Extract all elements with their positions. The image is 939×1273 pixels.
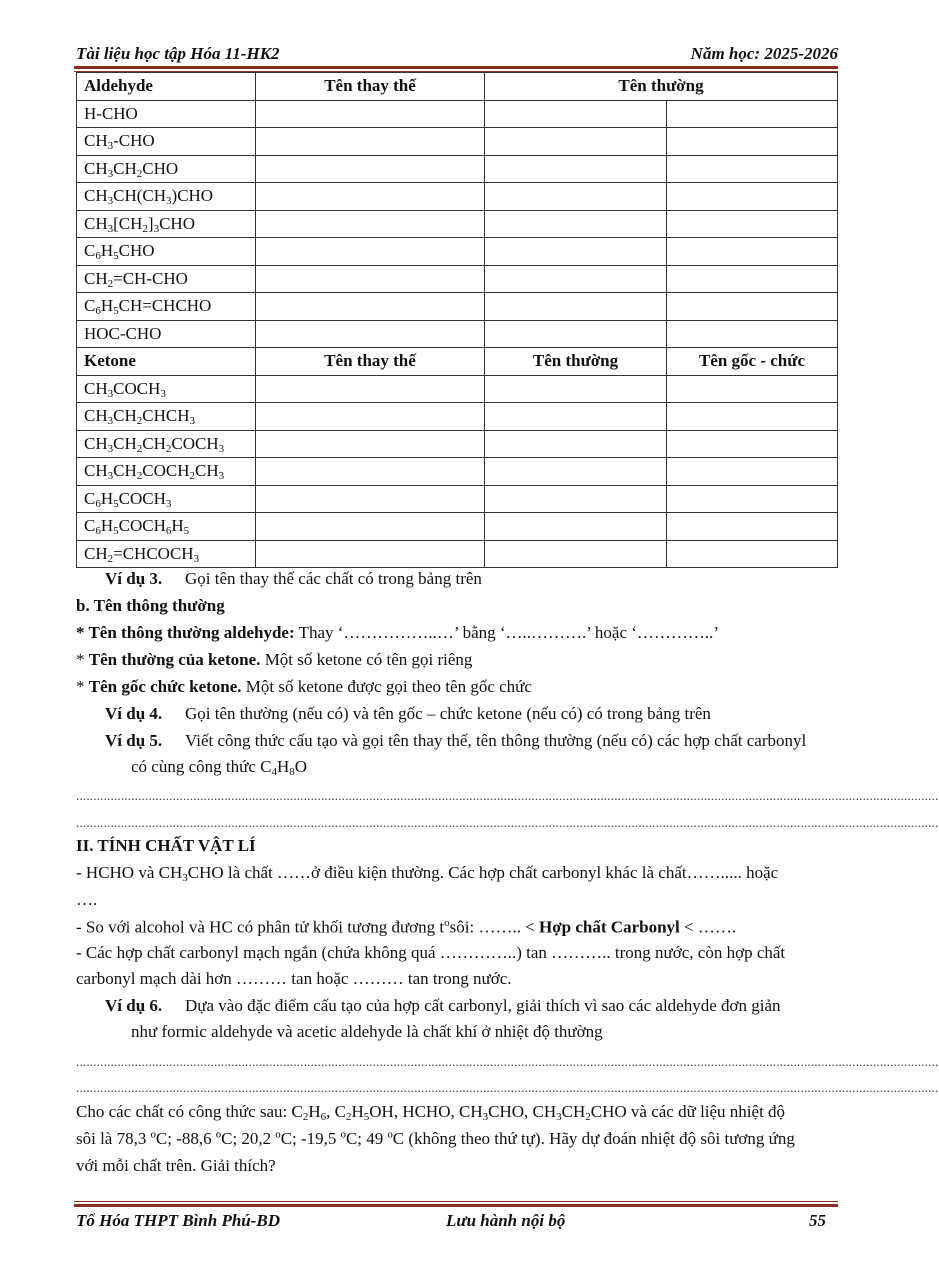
answer-cell[interactable] — [485, 155, 667, 183]
table-row — [77, 375, 838, 403]
physical-line-2 — [76, 917, 736, 938]
formula: HCHO — [402, 1102, 451, 1121]
answer-line: .......................................................................................................................................................................................................................................................... — [76, 1054, 939, 1069]
answer-cell[interactable] — [256, 155, 485, 183]
radical-ketone-text: Một số ketone được gọi theo tên gốc chức — [241, 677, 532, 696]
formula: $C_2H_6$ — [291, 1102, 327, 1123]
separator: , — [326, 1102, 335, 1121]
answer-cell[interactable] — [256, 100, 485, 128]
formula-ch3cho: $CH_3CHO$ — [158, 863, 224, 884]
answer-cell[interactable] — [667, 183, 838, 211]
physical-line-3: - Các hợp chất carbonyl mạch ngắn (chứa không quá …………..) tan ……….. trong nước, còn hợp chất — [76, 943, 786, 962]
table-row — [77, 183, 838, 211]
answer-cell[interactable] — [667, 100, 838, 128]
answer-cell[interactable] — [485, 128, 667, 156]
bullet-star: * — [76, 677, 89, 696]
common-ketone-line — [76, 650, 472, 670]
compound-cell: $CH_3$-CHO — [77, 128, 256, 156]
page-number: 55 — [809, 1211, 826, 1230]
compound-cell: H-CHO — [77, 100, 256, 128]
answer-cell[interactable] — [485, 100, 667, 128]
example-4 — [105, 704, 711, 724]
answer-cell[interactable] — [256, 320, 485, 348]
answer-cell[interactable] — [256, 128, 485, 156]
answer-cell[interactable] — [667, 128, 838, 156]
physical-text: - HCHO và — [76, 863, 159, 882]
answer-cell[interactable] — [485, 210, 667, 238]
bullet-star: * — [76, 650, 89, 669]
common-ketone-text: Một số ketone có tên gọi riêng — [260, 650, 473, 669]
answer-cell[interactable] — [485, 458, 667, 486]
answer-cell[interactable] — [667, 238, 838, 266]
answer-cell[interactable] — [667, 320, 838, 348]
answer-cell[interactable] — [667, 293, 838, 321]
answer-cell[interactable] — [256, 540, 485, 568]
example-5-cont — [131, 757, 307, 777]
compound-cell: HOC-CHO — [77, 320, 256, 348]
physical-line-3-cont: carbonyl mạch dài hơn ……… tan hoặc ……… tan trong nước. — [76, 969, 512, 988]
answer-cell[interactable] — [667, 155, 838, 183]
example-5 — [105, 731, 806, 751]
table-row — [77, 238, 838, 266]
example-label: Ví dụ 5. — [105, 731, 163, 750]
answer-cell[interactable] — [256, 430, 485, 458]
header-cell: Tên thường — [485, 348, 667, 376]
compound-cell: $CH_3COCH_3$ — [77, 375, 256, 403]
table-row — [77, 485, 838, 513]
answer-cell[interactable] — [256, 183, 485, 211]
answer-cell[interactable] — [485, 540, 667, 568]
header-cell: Ketone — [77, 348, 256, 376]
answer-line: .......................................................................................................................................................................................................................................................... — [76, 1080, 939, 1095]
table-row — [77, 320, 838, 348]
answer-cell[interactable] — [667, 513, 838, 541]
compound-cell: $CH_3CH_2COCH_2CH_3$ — [77, 458, 256, 486]
degree-sup: o — [444, 917, 450, 929]
separator: , — [393, 1102, 403, 1121]
example-label: Ví dụ 3. — [105, 569, 163, 588]
physical-text: < ……. — [679, 917, 737, 937]
header-rule — [74, 66, 838, 69]
example-6-cont: như formic aldehyde và acetic aldehyde là chất khí ở nhiệt độ thường — [131, 1022, 603, 1041]
answer-cell[interactable] — [256, 458, 485, 486]
answer-cell[interactable] — [256, 513, 485, 541]
carbonyl-bold: Hợp chất Carbonyl — [539, 917, 680, 937]
compound-cell: $C_6H_5COCH_6H_5$ — [77, 513, 256, 541]
section-b-heading: b. Tên thông thường — [76, 596, 225, 615]
compound-cell: $C_6H_5CH=CHCHO$ — [77, 293, 256, 321]
header-cell: Aldehyde — [77, 73, 256, 101]
footer-circulation: Lưu hành nội bộ — [446, 1211, 566, 1230]
table-row — [77, 540, 838, 568]
example-label: Ví dụ 6. — [105, 996, 163, 1015]
compound-cell: $CH_3[CH_2]_3CHO$ — [77, 210, 256, 238]
header-cell: Tên gốc - chức — [667, 348, 838, 376]
answer-cell[interactable] — [485, 238, 667, 266]
radical-ketone-line — [76, 677, 532, 697]
footer-rule-thin — [74, 1201, 838, 1202]
physical-text: là chất ……ở điều kiện thường. Các hợp chất carbonyl khác là chất……..... hoặc — [223, 863, 779, 882]
answer-cell[interactable] — [485, 430, 667, 458]
header-cell: Tên thay thế — [256, 348, 485, 376]
final-text: và các dữ liệu nhiệt độ — [626, 1102, 786, 1121]
formula: $C_2H_5OH$ — [334, 1102, 394, 1123]
answer-cell[interactable] — [256, 238, 485, 266]
physical-text: - So với alcohol và HC có phân tử khối tương đương t — [76, 917, 445, 937]
compound-cell: $CH_3CH_2CHO$ — [77, 155, 256, 183]
formula: $CH_3CH_2CHO$ — [532, 1102, 627, 1123]
example-text: Gọi tên thường (nếu có) và tên gốc – chức ketone (nếu có) có trong bảng trên — [185, 704, 711, 723]
table-row — [77, 128, 838, 156]
answer-cell[interactable] — [485, 403, 667, 431]
answer-cell[interactable] — [485, 320, 667, 348]
compound-cell: $C_6H_5CHO$ — [77, 238, 256, 266]
table-row — [77, 403, 838, 431]
answer-cell[interactable] — [256, 403, 485, 431]
example-6 — [105, 996, 781, 1016]
final-formulas — [292, 1102, 627, 1121]
header-title: Tài liệu học tập Hóa 11-HK2 — [76, 44, 280, 63]
table-row — [77, 155, 838, 183]
answer-cell[interactable] — [667, 375, 838, 403]
compound-cell: $CH_3CH_2CHCH_3$ — [77, 403, 256, 431]
answer-cell[interactable] — [667, 540, 838, 568]
answer-cell[interactable] — [485, 293, 667, 321]
answer-cell[interactable] — [667, 430, 838, 458]
answer-cell[interactable] — [256, 485, 485, 513]
compound-cell: $CH_3CH(CH_3)CHO$ — [77, 183, 256, 211]
answer-cell[interactable] — [667, 458, 838, 486]
table-row — [77, 293, 838, 321]
aldehyde-header-row — [77, 73, 838, 101]
final-question-line-3: với mỗi chất trên. Giải thích? — [76, 1156, 276, 1175]
common-aldehyde-line — [76, 623, 719, 643]
example-label: Ví dụ 4. — [105, 704, 163, 723]
answer-line: .......................................................................................................................................................................................................................................................... — [76, 815, 939, 830]
common-aldehyde-label: * Tên thông thường aldehyde: — [76, 623, 295, 642]
example-5-cont-text: có cùng công thức — [131, 757, 261, 776]
answer-cell[interactable] — [485, 265, 667, 293]
physical-line-1 — [76, 863, 778, 883]
compound-cell: $CH_2=CHCOCH_3$ — [77, 540, 256, 568]
answer-line: .......................................................................................................................................................................................................................................................... — [76, 788, 939, 803]
table-row — [77, 210, 838, 238]
footer-school: Tổ Hóa THPT Bình Phú-BD — [76, 1211, 281, 1230]
table-row — [77, 458, 838, 486]
footer-rule — [74, 1204, 838, 1207]
final-question-line-1 — [76, 1102, 785, 1122]
header-year: Năm học: 2025-2026 — [690, 44, 838, 63]
naming-table — [76, 72, 838, 568]
answer-cell[interactable] — [256, 210, 485, 238]
table-row — [77, 513, 838, 541]
answer-cell[interactable] — [667, 485, 838, 513]
example-3 — [105, 569, 482, 589]
answer-cell[interactable] — [485, 513, 667, 541]
answer-cell[interactable] — [485, 183, 667, 211]
compound-cell: $CH_2=CH$-CHO — [77, 265, 256, 293]
answer-cell[interactable] — [256, 293, 485, 321]
example-text: Dựa vào đặc điểm cấu tạo của hợp cất carbonyl, giải thích vì sao các aldehyde đơn giản — [185, 996, 781, 1015]
table-row — [77, 265, 838, 293]
final-text: Cho các chất có công thức sau: — [76, 1102, 292, 1121]
header-cell: Tên thay thế — [256, 73, 485, 101]
section-ii-heading: II. TÍNH CHẤT VẬT LÍ — [76, 836, 256, 855]
final-question-line-2: sôi là 78,3 ºC; -88,6 ºC; 20,2 ºC; -19,5 ºC; 49 ºC (không theo thứ tự). Hãy dự đoán nhiệt độ sôi tương ứng — [76, 1129, 795, 1148]
answer-cell[interactable] — [485, 375, 667, 403]
example-text: Gọi tên thay thế các chất có trong bảng trên — [185, 569, 482, 588]
separator: , — [524, 1102, 533, 1121]
answer-cell[interactable] — [667, 210, 838, 238]
ketone-header-row — [77, 348, 838, 376]
physical-line-1-cont: …. — [76, 890, 98, 909]
compound-cell: $C_6H_5COCH_3$ — [77, 485, 256, 513]
formula: $CH_3CHO$ — [458, 1102, 525, 1123]
formula-c4h8o: $C_4H_8O$ — [260, 757, 308, 778]
separator: , — [450, 1102, 459, 1121]
compound-cell: $CH_3CH_2CH_2COCH_3$ — [77, 430, 256, 458]
radical-ketone-label: Tên gốc chức ketone. — [88, 677, 242, 696]
table-row — [77, 430, 838, 458]
example-text: Viết công thức cấu tạo và gọi tên thay thế, tên thông thường (nếu có) các hợp chất carbonyl — [185, 731, 807, 750]
answer-cell[interactable] — [667, 403, 838, 431]
common-ketone-label: Tên thường của ketone. — [88, 650, 261, 669]
table-row — [77, 100, 838, 128]
physical-text: sôi: …….. < — [449, 917, 540, 937]
common-aldehyde-text: Thay ‘……………..…’ bằng ‘…..……….’ hoặc ‘…………..’ — [294, 623, 720, 642]
answer-cell[interactable] — [256, 265, 485, 293]
answer-cell[interactable] — [256, 375, 485, 403]
header-cell: Tên thường — [485, 73, 838, 101]
answer-cell[interactable] — [667, 265, 838, 293]
answer-cell[interactable] — [485, 485, 667, 513]
